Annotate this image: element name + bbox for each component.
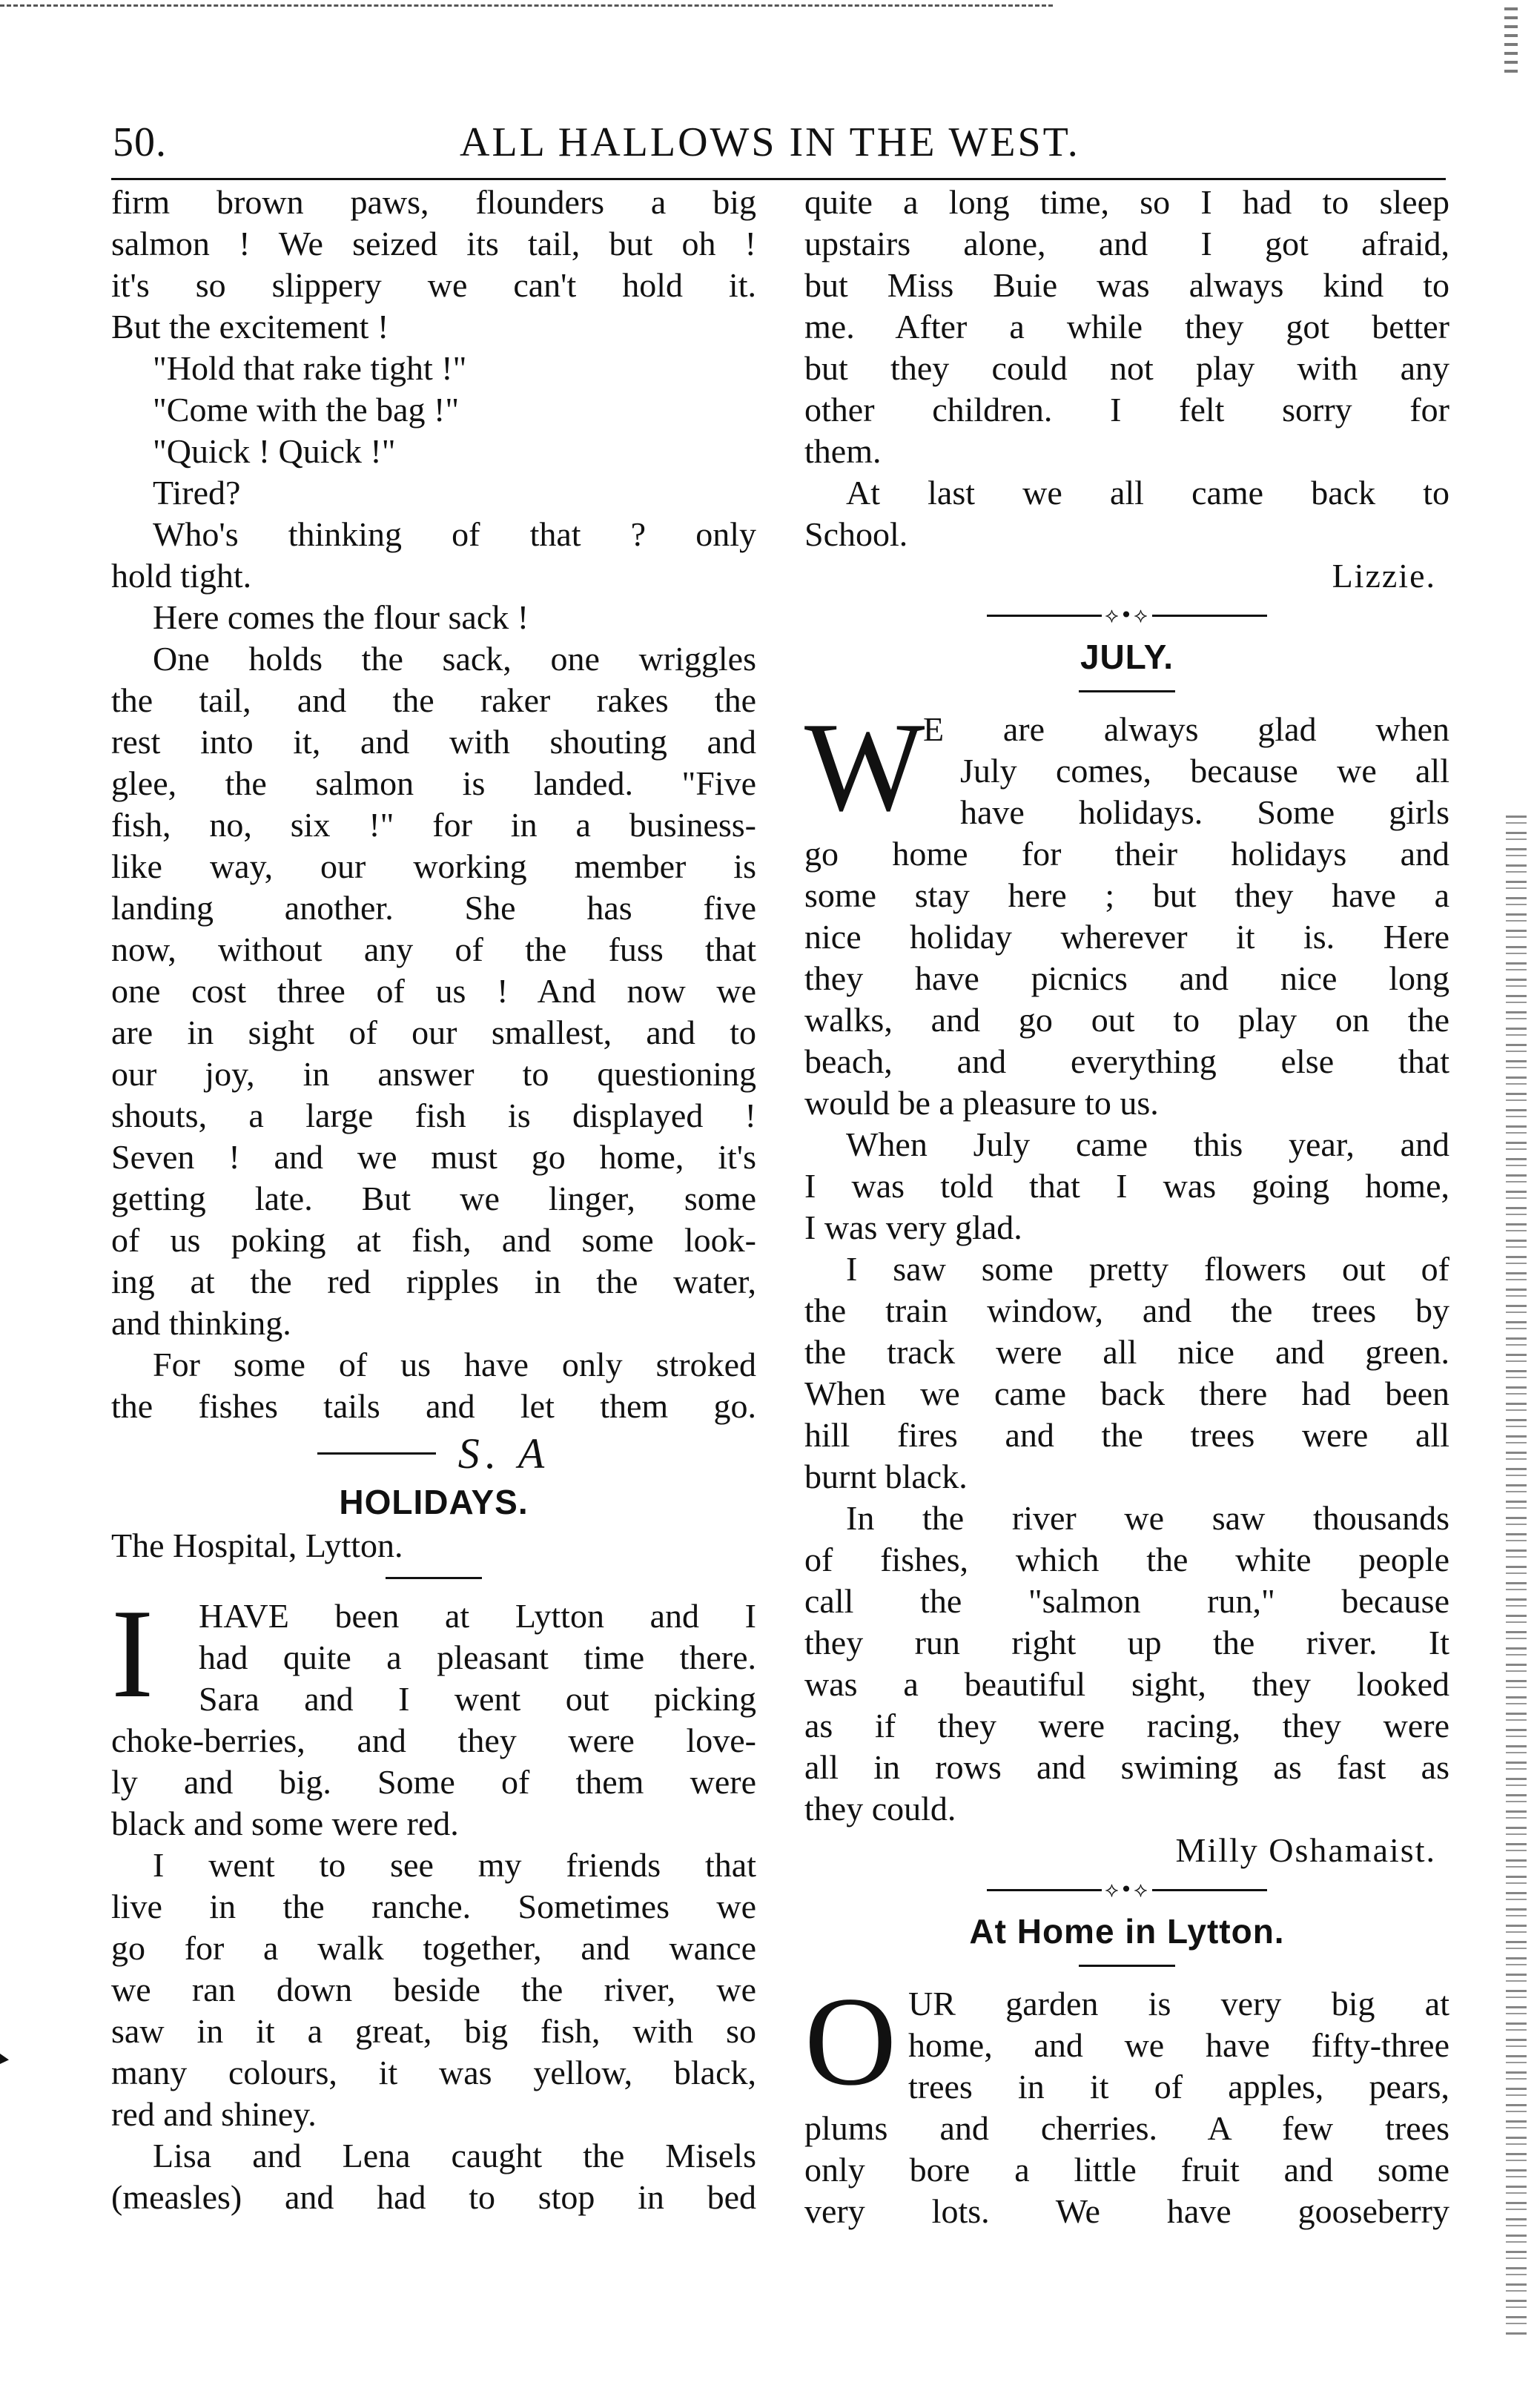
text-line: me. After a while they got better [804,308,1449,345]
text-line: Who's thinking of that ? only [153,515,756,553]
text-line: one cost three of us ! And now we [111,972,756,1010]
text-line: glee, the salmon is landed. "Five [111,764,756,802]
ornament-bar [987,615,1102,617]
author-signature: Milly Oshamaist. [1175,1831,1436,1869]
text-line: hold tight. [111,557,252,595]
text-line: very lots. We have gooseberry [804,2192,1449,2230]
ornament-glyph: ⟡•⟡ [1105,603,1149,627]
text-line: all in rows and swiming as fast as [804,1748,1449,1786]
july-paragraph [804,697,1449,1830]
text-line: I was told that I was going home, [804,1167,1449,1205]
text-line: them. [804,432,882,470]
text-line: of fishes, which the white people [804,1541,1449,1578]
text-line: salmon ! We seized its tail, but oh ! [111,225,756,262]
text-line: UR garden is very big at [908,1985,1449,2022]
text-line: When we came back there had been [804,1375,1449,1412]
text-line: I went to see my friends that [153,1846,756,1884]
text-line: (measles) and had to stop in bed [111,2178,756,2216]
text-line: the fishes tails and let them go. [111,1387,756,1425]
text-line: "Quick ! Quick !" [153,432,396,470]
text-line: the tail, and the raker rakes the [111,681,756,719]
text-line: choke-berries, and they were love- [111,1721,756,1759]
text-line: firm brown paws, flounders a big [111,183,756,221]
text-line: nice holiday wherever it is. Here [804,918,1449,956]
text-line: had quite a pleasant time there. [199,1638,756,1676]
author-signature: Lizzie. [1332,557,1436,595]
text-line: shouts, a large fish is displayed ! [111,1096,756,1134]
at-home-paragraph [804,1971,1449,2232]
text-line: ing at the red ripples in the water, [111,1263,756,1300]
text-line: black and some were red. [111,1805,459,1842]
text-line: getting late. But we linger, some [111,1180,756,1217]
ornamental-rule [804,1871,1449,1908]
text-line: call the "salmon run," because [804,1582,1449,1620]
text-line: For some of us have only stroked [153,1346,756,1383]
text-line: they could. [804,1790,956,1828]
text-line: our joy, in answer to questioning [111,1055,756,1093]
text-line: landing another. She has five [111,889,756,927]
text-line: many colours, it was yellow, black, [111,2054,756,2091]
edge-speckle [1506,816,1527,2335]
text-line: it's so slippery we can't hold it. [111,266,756,304]
holidays-paragraph [111,1584,756,2218]
text-line: would be a pleasure to us. [804,1084,1159,1122]
text-line: ly and big. Some of them were [111,1763,756,1801]
text-line: HAVE been at Lytton and I [199,1597,756,1635]
section-heading-at-home: At Home in Lytton. [969,1912,1285,1951]
page-number: 50. [113,119,167,165]
text-line: Tired? [153,474,241,512]
text-line: quite a long time, so I had to sleep [804,183,1449,221]
text-line: are in sight of our smallest, and to [111,1013,756,1051]
text-line: and thinking. [111,1304,291,1342]
text-line: July comes, because we all [960,752,1449,790]
text-line: upstairs alone, and I got afraid, [804,225,1449,262]
drop-cap: O [804,1971,897,2112]
ornament-bar [987,1889,1102,1891]
text-line: One holds the sack, one wriggles [153,640,756,678]
text-line: go home for their holidays and [804,835,1449,873]
ornament-bar [1152,615,1267,617]
text-line: as if they were racing, they were [804,1707,1449,1744]
section-heading-july: JULY. [1080,638,1174,676]
edge-speckle-top [1504,7,1518,74]
text-line: School. [804,515,908,553]
text-line: walks, and go out to play on the [804,1001,1449,1039]
top-dashed-rule [0,4,1053,7]
text-line: they have picnics and nice long [804,959,1449,997]
stray-mark [0,2054,9,2064]
text-line: "Hold that rake tight !" [153,349,467,387]
left-column [111,182,756,2218]
text-line: only bore a little fruit and some [804,2151,1449,2189]
text-line: go for a walk together, and wance [111,1929,756,1967]
text-line: the train window, and the trees by [804,1291,1449,1329]
text-line: fish, no, six !" for in a business- [111,806,756,844]
ornament-bar [1152,1889,1267,1891]
handwritten-signature [111,1427,756,1479]
text-line: other children. I felt sorry for [804,391,1449,429]
header-rule [111,178,1446,180]
text-line: red and shiney. [111,2095,317,2133]
text-line: like way, our working member is [111,847,756,885]
text-line: trees in it of apples, pears, [908,2068,1449,2106]
right-column [804,182,1449,2232]
text-line: hill fires and the trees were all [804,1416,1449,1454]
text-line: Here comes the flour sack ! [153,598,529,636]
text-line: In the river we saw thousands [846,1499,1449,1537]
text-line: but Miss Buie was always kind to [804,266,1449,304]
ornamental-rule [804,597,1449,634]
text-line: the track were all nice and green. [804,1333,1449,1371]
text-line: beach, and everything else that [804,1042,1449,1080]
text-line: of us poking at fish, and some look- [111,1221,756,1259]
text-line: I saw some pretty flowers out of [846,1250,1449,1288]
text-line: was a beautiful sight, they looked [804,1665,1449,1703]
text-line: some stay here ; but they have a [804,876,1449,914]
section-heading-holidays: HOLIDAYS. [339,1483,529,1521]
text-line: we ran down beside the river, we [111,1971,756,2008]
signature-rule [317,1452,436,1455]
text-line: I was very glad. [804,1208,1022,1246]
text-line: burnt black. [804,1458,968,1495]
text-line: rest into it, and with shouting and [111,723,756,761]
text-line: home, and we have fifty-three [908,2026,1449,2064]
text-line: Seven ! and we must go home, it's [111,1138,756,1176]
text-line: E are always glad when [923,710,1449,748]
drop-cap: W [804,697,925,838]
text-line: When July came this year, and [846,1125,1449,1163]
holidays-location: The Hospital, Lytton. [111,1526,403,1564]
text-line: live in the ranche. Sometimes we [111,1888,756,1925]
text-line: have holidays. Some girls [960,793,1449,831]
text-line: saw in it a great, big fish, with so [111,2012,756,2050]
text-line: now, without any of the fuss that [111,930,756,968]
text-line: At last we all came back to [846,474,1449,512]
text-line: Sara and I went out picking [199,1680,756,1718]
signature-initials: S. A [457,1429,551,1478]
text-line: plums and cherries. A few trees [804,2109,1449,2147]
text-line: but they could not play with any [804,349,1449,387]
running-title: ALL HALLOWS IN THE WEST. [460,119,1080,165]
text-line: But the excitement ! [111,308,389,345]
text-line: they run right up the river. It [804,1624,1449,1661]
text-line: Lisa and Lena caught the Misels [153,2137,756,2174]
text-line: "Come with the bag !" [153,391,460,429]
ornament-glyph: ⟡•⟡ [1105,1877,1149,1902]
drop-cap: I [111,1584,154,1724]
